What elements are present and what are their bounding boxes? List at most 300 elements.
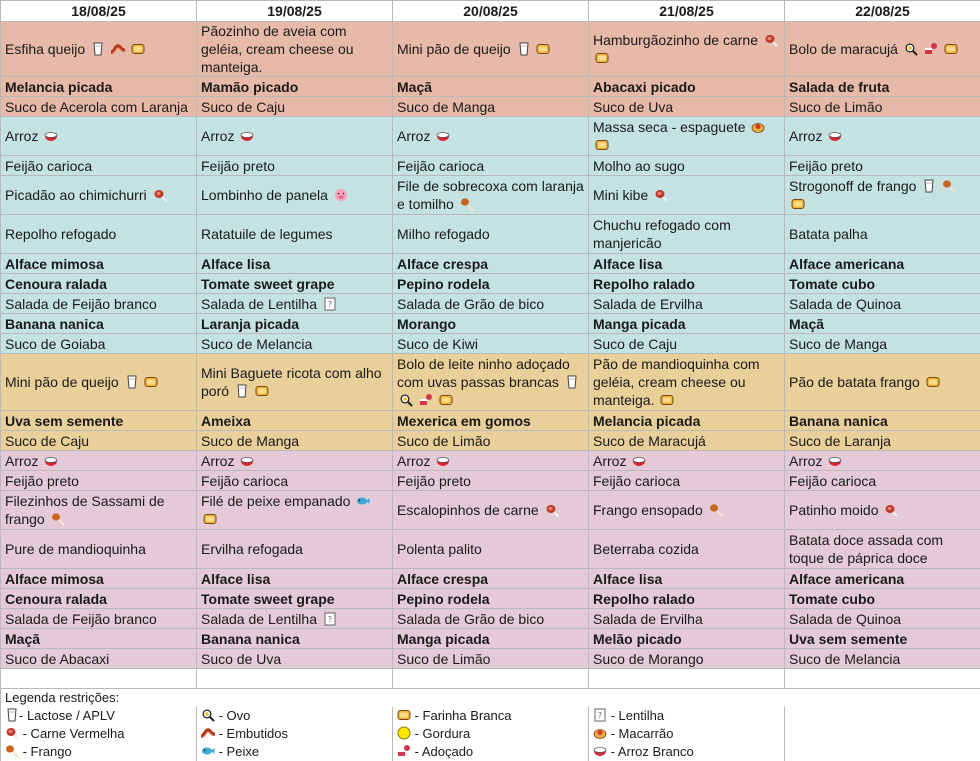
menu-item-text: Feijão carioca bbox=[5, 158, 92, 174]
legend-cell bbox=[393, 743, 589, 761]
date-header: 19/08/25 bbox=[197, 1, 393, 22]
adocado-icon bbox=[397, 744, 411, 758]
menu-row bbox=[1, 274, 980, 294]
carne-icon bbox=[654, 188, 668, 202]
menu-cell bbox=[785, 431, 980, 451]
menu-item-text: Batata palha bbox=[789, 226, 868, 242]
menu-cell bbox=[197, 569, 393, 589]
farinha-icon bbox=[439, 393, 453, 407]
menu-cell bbox=[1, 569, 197, 589]
menu-item-text: Filezinhos de Sassami de frango bbox=[5, 493, 165, 527]
menu-item-text: Molho ao sugo bbox=[593, 158, 685, 174]
menu-item-text: Arroz bbox=[201, 453, 234, 469]
menu-item-text: Maçã bbox=[5, 631, 40, 647]
menu-item-text: Abacaxi picado bbox=[593, 79, 696, 95]
legend-title-row bbox=[1, 689, 980, 708]
menu-cell bbox=[393, 589, 589, 609]
legend-cell bbox=[1, 743, 197, 761]
menu-item-text: Alface crespa bbox=[397, 571, 488, 587]
menu-item-text: Beterraba cozida bbox=[593, 541, 699, 557]
menu-row bbox=[1, 411, 980, 431]
menu-cell bbox=[393, 471, 589, 491]
legend-cell bbox=[785, 743, 980, 761]
menu-cell bbox=[197, 156, 393, 176]
arroz-icon bbox=[436, 454, 450, 468]
menu-cell bbox=[1, 589, 197, 609]
legend-cell bbox=[197, 743, 393, 761]
menu-cell bbox=[1, 471, 197, 491]
menu-cell bbox=[589, 117, 785, 156]
menu-item-text: Feijão carioca bbox=[201, 473, 288, 489]
spacer-cell bbox=[393, 669, 589, 689]
menu-cell bbox=[589, 491, 785, 530]
menu-item-text: Uva sem semente bbox=[5, 413, 123, 429]
menu-row bbox=[1, 254, 980, 274]
menu-item-text: Pepino rodela bbox=[397, 591, 490, 607]
menu-cell bbox=[589, 354, 785, 411]
menu-row bbox=[1, 176, 980, 215]
embutidos-icon bbox=[111, 42, 125, 56]
menu-item-text: Frango ensopado bbox=[593, 502, 703, 518]
menu-cell bbox=[589, 215, 785, 254]
legend-row bbox=[1, 743, 980, 761]
menu-row bbox=[1, 156, 980, 176]
menu-item-text: Laranja picada bbox=[201, 316, 299, 332]
menu-item-text: Banana nanica bbox=[789, 413, 888, 429]
arroz-icon bbox=[593, 744, 607, 758]
arroz-icon bbox=[828, 454, 842, 468]
menu-item-text: Suco de Laranja bbox=[789, 433, 891, 449]
lactose-icon bbox=[91, 42, 105, 56]
legend-cell bbox=[589, 743, 785, 761]
menu-item-text: Filé de peixe empanado bbox=[201, 493, 350, 509]
menu-cell bbox=[1, 314, 197, 334]
menu-item-text: Suco de Maracujá bbox=[593, 433, 706, 449]
adocado-icon bbox=[924, 42, 938, 56]
menu-cell bbox=[589, 334, 785, 354]
menu-item-text: Feijão preto bbox=[5, 473, 79, 489]
menu-cell bbox=[785, 411, 980, 431]
farinha-icon bbox=[660, 393, 674, 407]
menu-row bbox=[1, 294, 980, 314]
menu-cell bbox=[785, 334, 980, 354]
farinha-icon bbox=[926, 375, 940, 389]
menu-cell bbox=[197, 354, 393, 411]
legend bbox=[1, 689, 980, 761]
lentilha-icon bbox=[593, 708, 607, 722]
menu-cell bbox=[197, 491, 393, 530]
menu-cell bbox=[589, 314, 785, 334]
menu-item-text: Suco de Limão bbox=[397, 651, 490, 667]
menu-item-text: Salada de Quinoa bbox=[789, 611, 901, 627]
menu-item-text: Salada de Ervilha bbox=[593, 296, 703, 312]
menu-cell bbox=[393, 451, 589, 471]
menu-cell bbox=[785, 629, 980, 649]
menu-item-text: Maçã bbox=[397, 79, 432, 95]
porco-icon bbox=[334, 188, 348, 202]
menu-item-text: Arroz bbox=[201, 128, 234, 144]
menu-cell bbox=[589, 274, 785, 294]
embutidos-icon bbox=[201, 726, 215, 740]
legend-label: - Gordura bbox=[411, 726, 470, 741]
menu-item-text: Lombinho de panela bbox=[201, 187, 328, 203]
legend-cell bbox=[589, 707, 785, 725]
menu-item-text: Alface lisa bbox=[593, 256, 662, 272]
menu-item-text: Suco de Kiwi bbox=[397, 336, 478, 352]
menu-item-text: Escalopinhos de carne bbox=[397, 502, 539, 518]
legend-row bbox=[1, 707, 980, 725]
menu-cell bbox=[197, 629, 393, 649]
menu-item-text: File de sobrecoxa com laranja e tomilho bbox=[397, 178, 584, 212]
menu-row bbox=[1, 629, 980, 649]
menu-cell bbox=[589, 22, 785, 77]
legend-title: Legenda restrições: bbox=[1, 689, 980, 708]
menu-item-text: Arroz bbox=[593, 453, 626, 469]
menu-cell bbox=[393, 431, 589, 451]
carne-icon bbox=[153, 188, 167, 202]
menu-cell bbox=[393, 77, 589, 97]
menu-item-text: Arroz bbox=[789, 128, 822, 144]
macarrao-icon bbox=[751, 120, 765, 134]
menu-item-text: Suco de Abacaxi bbox=[5, 651, 109, 667]
menu-row bbox=[1, 117, 980, 156]
svg-text:?: ? bbox=[328, 300, 332, 309]
menu-item-text: Polenta palito bbox=[397, 541, 482, 557]
menu-cell bbox=[393, 97, 589, 117]
farinha-icon bbox=[255, 384, 269, 398]
menu-item-text: Suco de Limão bbox=[397, 433, 490, 449]
date-header: 18/08/25 bbox=[1, 1, 197, 22]
menu-item-text: Esfiha queijo bbox=[5, 41, 85, 57]
spacer-row bbox=[1, 669, 980, 689]
menu-cell bbox=[393, 156, 589, 176]
lactose-icon bbox=[517, 42, 531, 56]
lactose-icon bbox=[922, 179, 936, 193]
legend-cell bbox=[393, 725, 589, 743]
farinha-icon bbox=[595, 51, 609, 65]
menu-cell bbox=[589, 411, 785, 431]
menu-item-text: Milho refogado bbox=[397, 226, 490, 242]
menu-item-text: Bolo de maracujá bbox=[789, 41, 898, 57]
menu-cell bbox=[589, 569, 785, 589]
legend-cell bbox=[785, 707, 980, 725]
menu-cell bbox=[785, 471, 980, 491]
menu-item-text: Melancia picada bbox=[593, 413, 700, 429]
menu-cell bbox=[785, 22, 980, 77]
legend-label: - Macarrão bbox=[607, 726, 673, 741]
menu-item-text: Alface lisa bbox=[593, 571, 662, 587]
menu-cell bbox=[589, 609, 785, 629]
menu-cell bbox=[1, 274, 197, 294]
menu-item-text: Pãozinho de aveia com geléia, cream cheese ou manteiga. bbox=[201, 23, 354, 75]
legend-label: - Lentilha bbox=[607, 708, 664, 723]
legend-cell bbox=[197, 707, 393, 725]
peixe-icon bbox=[201, 744, 215, 758]
menu-cell bbox=[1, 117, 197, 156]
menu-cell bbox=[393, 411, 589, 431]
farinha-icon bbox=[203, 512, 217, 526]
farinha-icon bbox=[397, 708, 411, 722]
menu-item-text: Tomate cubo bbox=[789, 591, 875, 607]
farinha-icon bbox=[595, 138, 609, 152]
menu-cell bbox=[785, 609, 980, 629]
adocado-icon bbox=[419, 393, 433, 407]
spacer-cell bbox=[1, 669, 197, 689]
menu-item-text: Alface americana bbox=[789, 571, 904, 587]
date-header: 20/08/25 bbox=[393, 1, 589, 22]
frango-icon bbox=[942, 179, 956, 193]
menu-item-text: Tomate sweet grape bbox=[201, 276, 335, 292]
menu-item-text: Mini kibe bbox=[593, 187, 648, 203]
arroz-icon bbox=[436, 129, 450, 143]
menu-cell bbox=[589, 294, 785, 314]
menu-item-text: Feijão preto bbox=[789, 158, 863, 174]
menu-item-text: Banana nanica bbox=[201, 631, 300, 647]
gordura-icon bbox=[397, 726, 411, 740]
menu-item-text: Banana nanica bbox=[5, 316, 104, 332]
menu-item-text: Suco de Limão bbox=[789, 99, 882, 115]
frango-icon bbox=[460, 197, 474, 211]
menu-item-text: Pure de mandioquinha bbox=[5, 541, 146, 557]
legend-cell bbox=[1, 725, 197, 743]
menu-cell bbox=[1, 77, 197, 97]
menu-row bbox=[1, 491, 980, 530]
arroz-icon bbox=[632, 454, 646, 468]
menu-cell bbox=[197, 294, 393, 314]
menu-cell bbox=[393, 176, 589, 215]
spacer-cell bbox=[589, 669, 785, 689]
menu-item-text: Salada de Grão de bico bbox=[397, 611, 544, 627]
menu-item-text: Melancia picada bbox=[5, 79, 112, 95]
menu-cell bbox=[589, 431, 785, 451]
menu-cell bbox=[589, 530, 785, 569]
farinha-icon bbox=[791, 197, 805, 211]
menu-item-text: Mini pão de queijo bbox=[5, 374, 119, 390]
menu-cell bbox=[785, 530, 980, 569]
frango-icon bbox=[51, 512, 65, 526]
carne-icon bbox=[5, 726, 19, 740]
menu-cell bbox=[393, 294, 589, 314]
menu-cell bbox=[785, 215, 980, 254]
menu-cell bbox=[589, 254, 785, 274]
menu-item-text: Suco de Caju bbox=[5, 433, 89, 449]
ovo-icon bbox=[201, 708, 215, 722]
menu-item-text: Arroz bbox=[789, 453, 822, 469]
ovo-icon bbox=[904, 42, 918, 56]
menu-item-text: Cenoura ralada bbox=[5, 276, 107, 292]
menu-row bbox=[1, 334, 980, 354]
menu-item-text: Suco de Manga bbox=[201, 433, 299, 449]
menu-row bbox=[1, 530, 980, 569]
farinha-icon bbox=[944, 42, 958, 56]
legend-label: - Lactose / APLV bbox=[19, 708, 115, 723]
menu-cell bbox=[589, 471, 785, 491]
menu-item-text: Alface lisa bbox=[201, 256, 270, 272]
menu-cell bbox=[589, 176, 785, 215]
menu-cell bbox=[1, 609, 197, 629]
menu-cell bbox=[393, 609, 589, 629]
menu-item-text: Suco de Uva bbox=[201, 651, 281, 667]
menu-cell bbox=[1, 431, 197, 451]
menu-cell bbox=[197, 649, 393, 669]
menu-cell bbox=[785, 156, 980, 176]
menu-row bbox=[1, 649, 980, 669]
menu-cell bbox=[785, 649, 980, 669]
menu-item-text: Alface crespa bbox=[397, 256, 488, 272]
legend-label: - Frango bbox=[19, 744, 72, 759]
legend-label: - Embutidos bbox=[215, 726, 288, 741]
frango-icon bbox=[5, 744, 19, 758]
legend-cell bbox=[1, 707, 197, 725]
menu-item-text: Chuchu refogado com manjericão bbox=[593, 217, 731, 251]
menu-cell bbox=[1, 22, 197, 77]
menu-cell bbox=[393, 569, 589, 589]
menu-item-text: Arroz bbox=[5, 128, 38, 144]
menu-item-text: Salada de Lentilha bbox=[201, 296, 317, 312]
menu-item-text: Suco de Melancia bbox=[201, 336, 312, 352]
menu-cell bbox=[589, 156, 785, 176]
menu-cell bbox=[785, 589, 980, 609]
menu-item-text: Ameixa bbox=[201, 413, 251, 429]
legend-label: - Arroz Branco bbox=[607, 744, 694, 759]
menu-item-text: Suco de Caju bbox=[593, 336, 677, 352]
carne-icon bbox=[764, 33, 778, 47]
menu-cell bbox=[1, 176, 197, 215]
menu-item-text: Melão picado bbox=[593, 631, 682, 647]
farinha-icon bbox=[536, 42, 550, 56]
menu-item-text: Salada de Feijão branco bbox=[5, 611, 157, 627]
menu-item-text: Suco de Manga bbox=[789, 336, 887, 352]
lactose-icon bbox=[5, 708, 19, 722]
menu-cell bbox=[197, 334, 393, 354]
legend-label: - Carne Vermelha bbox=[19, 726, 125, 741]
menu-item-text: Alface mimosa bbox=[5, 256, 104, 272]
carne-icon bbox=[545, 503, 559, 517]
ovo-icon bbox=[399, 393, 413, 407]
menu-cell bbox=[1, 334, 197, 354]
menu-item-text: Uva sem semente bbox=[789, 631, 907, 647]
menu-cell bbox=[785, 274, 980, 294]
menu-item-text: Suco de Acerola com Laranja bbox=[5, 99, 188, 115]
menu-item-text: Repolho refogado bbox=[5, 226, 116, 242]
menu-cell bbox=[197, 215, 393, 254]
spacer-cell bbox=[197, 669, 393, 689]
menu-item-text: Feijão preto bbox=[397, 473, 471, 489]
menu-item-text: Mini Baguete ricota com alho poró bbox=[201, 365, 382, 399]
menu-cell bbox=[1, 649, 197, 669]
menu-item-text: Alface americana bbox=[789, 256, 904, 272]
peixe-icon bbox=[356, 494, 370, 508]
menu-item-text: Feijão preto bbox=[201, 158, 275, 174]
menu-item-text: Picadão ao chimichurri bbox=[5, 187, 147, 203]
menu-row bbox=[1, 589, 980, 609]
menu-row bbox=[1, 22, 980, 77]
menu-cell bbox=[1, 215, 197, 254]
menu-cell bbox=[197, 274, 393, 294]
menu-item-text: Arroz bbox=[397, 453, 430, 469]
menu-cell bbox=[785, 451, 980, 471]
menu-cell bbox=[589, 97, 785, 117]
menu-row bbox=[1, 215, 980, 254]
menu-cell bbox=[393, 491, 589, 530]
spacer-cell bbox=[785, 669, 980, 689]
menu-row bbox=[1, 471, 980, 491]
legend-row bbox=[1, 725, 980, 743]
menu-cell bbox=[197, 451, 393, 471]
menu-item-text: Repolho ralado bbox=[593, 591, 695, 607]
menu-cell bbox=[197, 117, 393, 156]
menu-cell bbox=[1, 97, 197, 117]
menu-cell bbox=[197, 471, 393, 491]
menu-item-text: Suco de Goiaba bbox=[5, 336, 105, 352]
menu-item-text: Tomate cubo bbox=[789, 276, 875, 292]
menu-cell bbox=[197, 176, 393, 215]
menu-item-text: Feijão carioca bbox=[789, 473, 876, 489]
menu-item-text: Patinho moido bbox=[789, 502, 879, 518]
menu-row bbox=[1, 431, 980, 451]
menu-row bbox=[1, 77, 980, 97]
menu-item-text: Alface lisa bbox=[201, 571, 270, 587]
menu-cell bbox=[393, 354, 589, 411]
menu-cell bbox=[197, 530, 393, 569]
menu-cell bbox=[1, 629, 197, 649]
menu-cell bbox=[1, 411, 197, 431]
menu-item-text: Salada de Quinoa bbox=[789, 296, 901, 312]
menu-cell bbox=[197, 77, 393, 97]
menu-item-text: Ratatuile de legumes bbox=[201, 226, 333, 242]
arroz-icon bbox=[44, 454, 58, 468]
menu-cell bbox=[1, 354, 197, 411]
menu-item-text: Suco de Caju bbox=[201, 99, 285, 115]
menu-item-text: Feijão carioca bbox=[593, 473, 680, 489]
menu-cell bbox=[1, 254, 197, 274]
menu-cell bbox=[1, 491, 197, 530]
menu-item-text: Ervilha refogada bbox=[201, 541, 303, 557]
menu-cell bbox=[197, 411, 393, 431]
macarrao-icon bbox=[593, 726, 607, 740]
menu-row bbox=[1, 569, 980, 589]
menu-cell bbox=[393, 334, 589, 354]
arroz-icon bbox=[828, 129, 842, 143]
menu-cell bbox=[785, 314, 980, 334]
menu-item-text: Suco de Morango bbox=[593, 651, 704, 667]
lactose-icon bbox=[565, 375, 579, 389]
menu-item-text: Maçã bbox=[789, 316, 824, 332]
menu-item-text: Arroz bbox=[397, 128, 430, 144]
legend-label: - Ovo bbox=[215, 708, 250, 723]
date-header-row bbox=[1, 1, 980, 22]
lentilha-icon bbox=[323, 297, 337, 311]
menu-item-text: Morango bbox=[397, 316, 456, 332]
menu-item-text: Hamburgãozinho de carne bbox=[593, 32, 758, 48]
menu-item-text: Pepino rodela bbox=[397, 276, 490, 292]
menu-item-text: Mexerica em gomos bbox=[397, 413, 531, 429]
arroz-icon bbox=[240, 454, 254, 468]
arroz-icon bbox=[44, 129, 58, 143]
menu-cell bbox=[785, 491, 980, 530]
menu-cell bbox=[197, 314, 393, 334]
menu-item-text: Arroz bbox=[5, 453, 38, 469]
menu-item-text: Strogonoff de frango bbox=[789, 178, 916, 194]
menu-cell bbox=[197, 254, 393, 274]
arroz-icon bbox=[240, 129, 254, 143]
menu-cell bbox=[393, 629, 589, 649]
lactose-icon bbox=[235, 384, 249, 398]
menu-item-text: Pão de mandioquinha com geléia, cream cheese ou manteiga. bbox=[593, 356, 760, 408]
menu-body bbox=[1, 22, 980, 689]
menu-row bbox=[1, 354, 980, 411]
menu-row bbox=[1, 451, 980, 471]
